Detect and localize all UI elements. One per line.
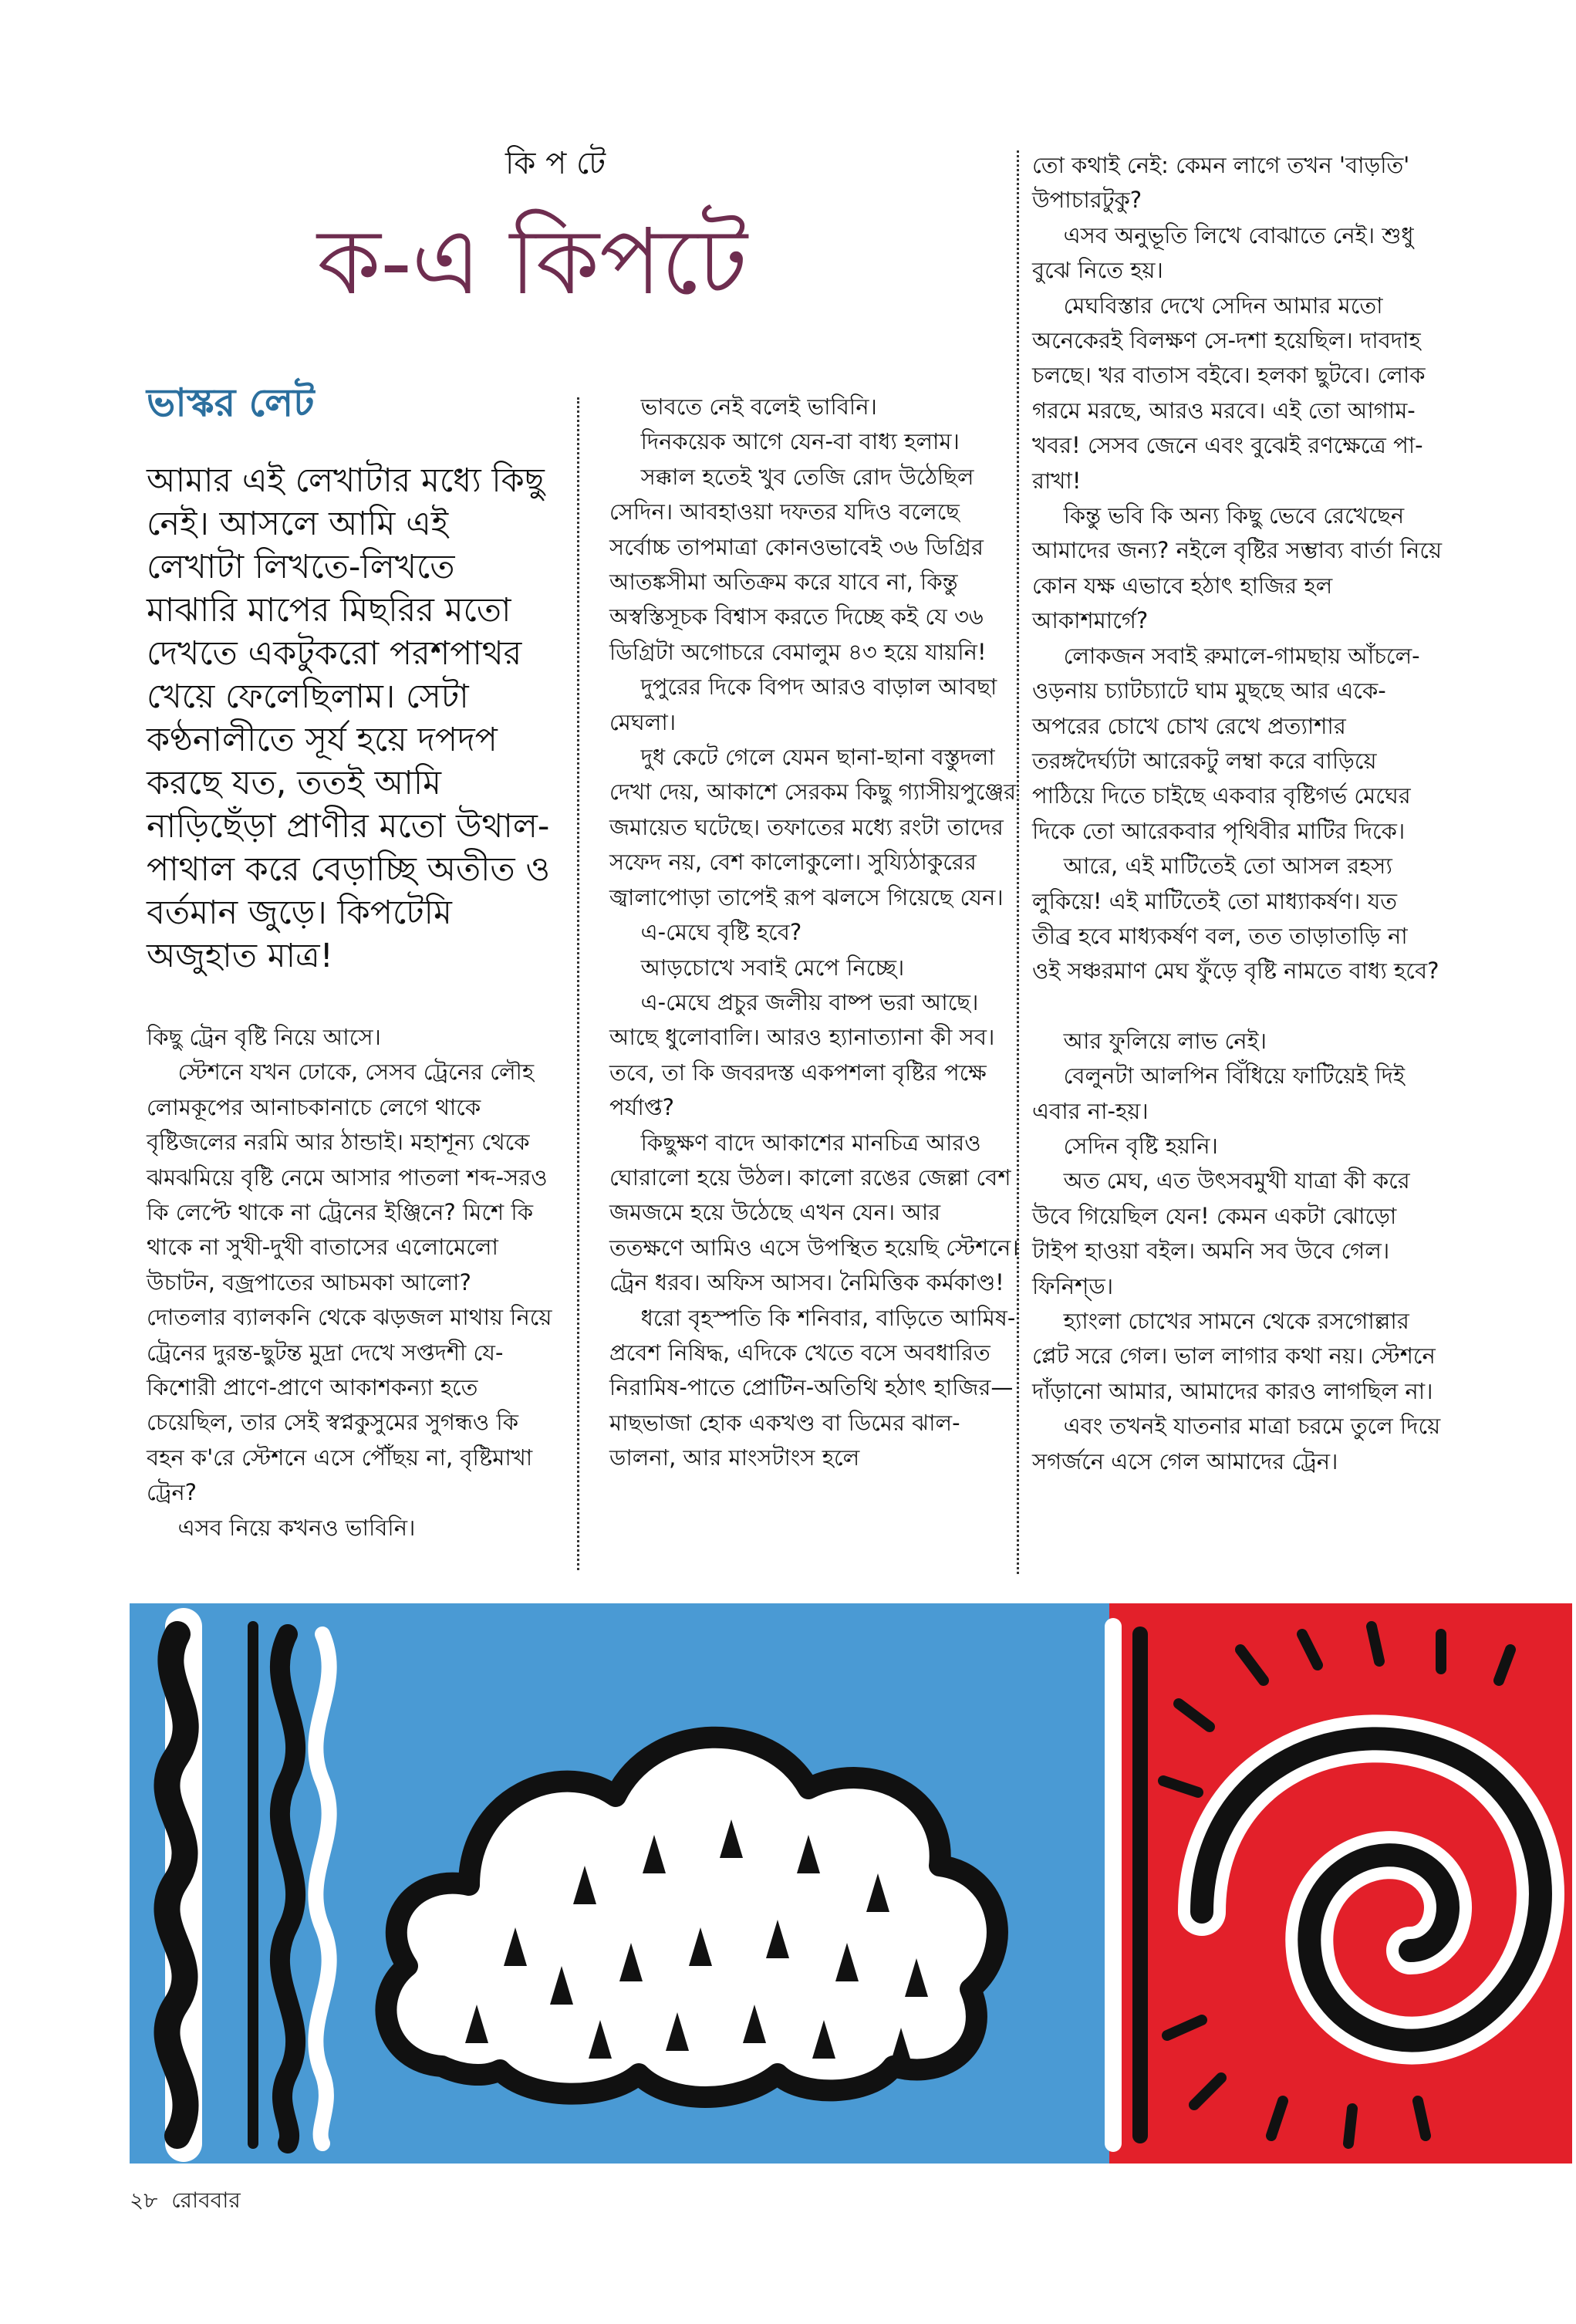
paragraph: দুধ কেটে গেলে যেমন ছানা-ছানা বস্তুদলা দেখা দেয়, আকাশে সেরকম কিছু গ্যাসীয়পুঞ্জের জমায়েত ঘটেছে। তফাতের মধ্যে রংটা তাদের সফেদ নয়, বেশ কালোকুলো। সুয্যিঠাকুরের জ্বালাপোড়া তাপেই রূপ ঝলসে গিয়েছে যেন। bbox=[609, 744, 1017, 910]
paragraph: কিন্তু ভবি কি অন্য কিছু ভেবে রেখেছেন আমাদের জন্য? নইলে বৃষ্টির সম্ভাব্য বার্তা নিয়ে কোন যক্ষ এভাবে হঠাৎ হাজির হল আকাশমার্গে? bbox=[1032, 502, 1443, 634]
section-label: কি প টে bbox=[505, 146, 606, 181]
illustration-banner bbox=[130, 1603, 1572, 2164]
paragraph: অত মেঘ, এত উৎসবমুখী যাত্রা কী করে উবে গিয়েছিল যেন! কেমন একটা ঝোড়ো টাইপ হাওয়া বইল। অমনি সব উবে গেল। ফিনিশ্‌ড। bbox=[1032, 1167, 1410, 1299]
author-name: ভাস্কর লেট bbox=[147, 380, 315, 425]
paragraph: এসব নিয়ে কখনও ভাবিনি। bbox=[177, 1514, 416, 1541]
paragraph: আরে, এই মাটিতেই তো আসল রহস্য লুকিয়ে! এই মাটিতেই তো মাধ্যাকর্ষণ। যত তীব্র হবে মাধ্যকর্ষণ বল, তত তাড়াতাড়ি না ওই সঞ্চরমাণ মেঘ ফুঁড়ে বৃষ্টি নামতে বাধ্য হবে? bbox=[1032, 853, 1439, 985]
lead-text: আমার এই লেখাটার মধ্যে কিছু নেই। আসলে আমি এই লেখাটা লিখতে-লিখতে মাঝারি মাপের মিছরির মতো দেখতে একটুকরো পরশপাথর খেয়ে ফেলেছিলাম। সেটা কণ্ঠনালীতে সূর্য হয়ে দপদপ করছে যত, ততই আমি নাড়িছেঁড়া প্রাণীর মতো উথাল-পাথাল করে বেড়াচ্ছি অতীত ও বর্তমান জুড়ে। কিপটেমি অজুহাত মাত্র! bbox=[147, 461, 550, 975]
paragraph: সক্কাল হতেই খুব তেজি রোদ উঠেছিল সেদিন। আবহাওয়া দফতর যদিও বলেছে সর্বোচ্চ তাপমাত্রা কোনওভাবেই ৩৬ ডিগ্রির আতঙ্কসীমা অতিক্রম করে যাবে না, কিন্তু অস্বস্তিসূচক বিশ্বাস করতে দিচ্ছে কই যে ৩৬ ডিগ্রিটা অগোচরে বেমালুম ৪৩ হয়ে যায়নি! bbox=[609, 463, 987, 665]
page-footer bbox=[130, 2184, 241, 2220]
paragraph: এবং তখনই যাতনার মাত্রা চরমে তুলে দিয়ে সগর্জনে এসে গেল আমাদের ট্রেন। bbox=[1032, 1413, 1441, 1474]
page-number: ২৮ bbox=[130, 2187, 158, 2213]
page-title: ক-এ কিপটে bbox=[317, 208, 748, 315]
paragraph: কিছুক্ষণ বাদে আকাশের মানচিত্র আরও ঘোরালো হয়ে উঠল। কালো রঙের জেল্লা বেশ জমজমে হয়ে উঠেছে এখন যেন। আর ততক্ষণে আমিও এসে উপস্থিত হয়েছি স্টেশনে। ট্রেন ধরব। অফিস আসব। নৈমিত্তিক কর্মকাণ্ড! bbox=[609, 1129, 1019, 1296]
paragraph: স্টেশনে যখন ঢোকে, সেসব ট্রেনের লৌহ লোমকূপের আনাচকানাচে লেগে থাকে বৃষ্টিজলের নরমি আর ঠান্ডাই। মহাশূন্য থেকে ঝমঝমিয়ে বৃষ্টি নেমে আসার পাতলা শব্দ-সরও কি লেপ্টে থাকে না ট্রেনের ইঞ্জিনে? মিশে কি থাকে না সুখী-দুখী বাতাসের এলোমেলো উচাটন, বজ্রপাতের আচমকা আলো? দোতলার ব্যালকনি থেকে ঝড়জল মাথায় নিয়ে ট্রেনের দুরন্ত-ছুটন্ত মুদ্রা দেখে সপ্তদশী যে-কিশোরী প্রাণে-প্রাণে আকাশকন্যা হতে চেয়েছিল, তার সেই স্বপ্নকুসুমের সুগন্ধও কি বহন ক'রে স্টেশনে এসে পৌঁছয় না, বৃষ্টিমাখা ট্রেন? bbox=[147, 1059, 552, 1506]
article-column-3 bbox=[1032, 148, 1443, 1479]
article-column-1 bbox=[147, 1020, 557, 1545]
article-column-2 bbox=[609, 390, 1020, 1476]
paragraph: হ্যাংলা চোখের সামনে থেকে রসগোল্লার প্লেট সরে গেল। ভাল লাগার কথা নয়। স্টেশনে দাঁড়ানো আমার, আমাদের কারও লাগছিল না। bbox=[1032, 1308, 1436, 1404]
magazine-name: রোববার bbox=[171, 2187, 241, 2213]
paragraph: ভাবতে নেই বলেই ভাবিনি। bbox=[640, 394, 877, 420]
paragraph: এসব অনুভূতি লিখে বোঝাতে নেই। শুধু বুঝে নিতে হয়। bbox=[1032, 221, 1414, 284]
paragraph: ধরো বৃহস্পতি কি শনিবার, বাড়িতে আমিষ-প্রবেশ নিষিদ্ধ, এদিকে খেতে বসে অবধারিত নিরামিষ-পাতে প্রোটিন-অতিথি হঠাৎ হাজির—মাছভাজা হোক একখণ্ড বা ডিমের ঝাল-ডালনা, আর মাংসটাংস হলে bbox=[609, 1304, 1016, 1471]
paragraph: কিছু ট্রেন বৃষ্টি নিয়ে আসে। bbox=[147, 1024, 381, 1050]
paragraph: এ-মেঘে বৃষ্টি হবে? bbox=[640, 919, 802, 946]
paragraph: তো কথাই নেই: কেমন লাগে তখন 'বাড়তি' উপাচারটুকু? bbox=[1032, 152, 1410, 214]
paragraph: আর ফুলিয়ে লাভ নেই। bbox=[1063, 1027, 1267, 1054]
paragraph: দিনকয়েক আগে যেন-বা বাধ্য হলাম। bbox=[640, 428, 960, 455]
paragraph: দুপুরের দিকে বিপদ আরও বাড়াল আবছা মেঘলা। bbox=[609, 674, 997, 735]
paragraph: এ-মেঘে প্রচুর জলীয় বাষ্প ভরা আছে। আছে ধুলোবালি। আরও হ্যানাত্যানা কী সব। তবে, তা কি জবরদস্ত একপশলা বৃষ্টির পক্ষে পর্যাপ্ত? bbox=[609, 988, 995, 1121]
paragraph: মেঘবিস্তার দেখে সেদিন আমার মতো অনেকেরই বিলক্ষণ সে-দশা হয়েছিল। দাবদাহ চলছে। খর বাতাস বইবে। হলকা ছুটবে। লোক গরমে মরছে, আরও মরবে। এই তো আগাম-খবর! সেসব জেনে এবং বুঝেই রণক্ষেত্রে পা-রাখা! bbox=[1032, 292, 1426, 494]
paragraph: আড়চোখে সবাই মেপে নিচ্ছে। bbox=[640, 954, 905, 981]
paragraph: সেদিন বৃষ্টি হয়নি। bbox=[1063, 1132, 1218, 1159]
paragraph: বেলুনটা আলপিন বিঁধিয়ে ফাটিয়েই দিই এবার না-হয়। bbox=[1032, 1062, 1406, 1124]
column-divider bbox=[577, 397, 579, 1570]
lead-paragraph bbox=[147, 459, 552, 978]
paragraph: লোকজন সবাই রুমালে-গামছায় আঁচলে-ওড়নায় চ্যাটচ্যাটে ঘাম মুছছে আর একে-অপরের চোখে চোখ রেখে প্রত্যাশার তরঙ্গদৈর্ঘ্যটা আরেকটু লম্বা করে বাড়িয়ে পাঠিয়ে দিতে চাইছে একবার বৃষ্টিগর্ভ মেঘের দিকে তো আরেকবার পৃথিবীর মাটির দিকে। bbox=[1032, 642, 1420, 844]
